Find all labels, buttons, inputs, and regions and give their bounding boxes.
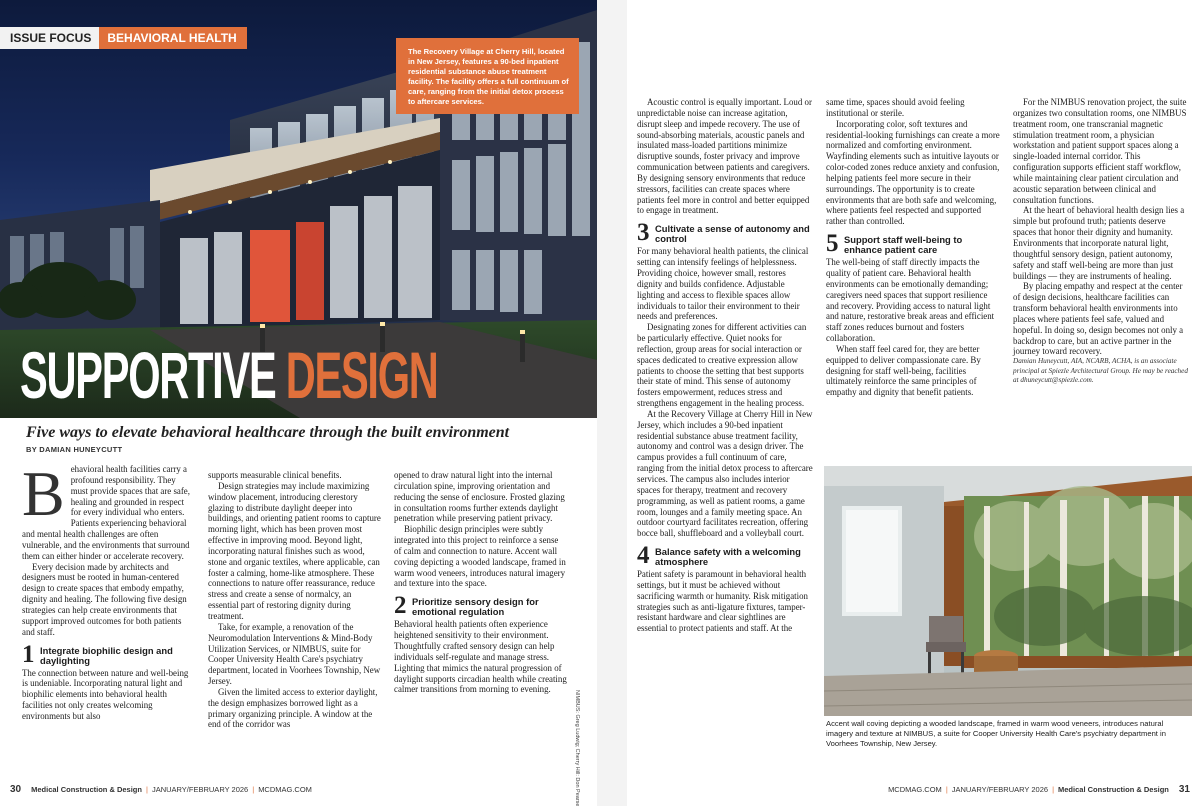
paragraph: The well-being of staff directly impacts the quality of patient care. Behavioral health environments can be emotionally demanding; caregivers need spaces that support resilience and recovery. Providing access to natural light and nature, restorative break areas and efficient staff zones reduces burnout and fosters collaboration. bbox=[826, 257, 995, 344]
paragraph: Given the limited access to exterior daylight, the design emphasizes borrowed light as a primary organizing principle. A window at the end of the corridor was bbox=[208, 686, 378, 730]
publication-name: Medical Construction & Design bbox=[1058, 785, 1169, 794]
footer-left: 30 Medical Construction & Design | JANUARY/FEBRUARY 2026 | MCDMAG.COM bbox=[10, 784, 312, 795]
drop-cap: B bbox=[22, 458, 65, 529]
issue-focus-tag bbox=[0, 27, 247, 49]
author-bio: Damian Huneycutt, AIA, NCARB, ACHA, is an associate principal at Spiezle Architectural Group. He may be reached at dhuneycutt@spiezle.com. bbox=[1013, 357, 1188, 385]
paragraph: At the Recovery Village at Cherry Hill in New Jersey, which includes a 90-bed inpatient residential substance abuse treatment facility, autonomy and control was a design driver. The campus provides a full continuum of care, ranging from the initial detox process to aftercare services. The campus also includes interior spaces for therapy, treatment and recovery programming, as well as patient rooms, a game room, lounges and a family meeting space. An outdoor courtyard facilitates recreation, offering bocce ball, shuffleboard and a volleyball court. bbox=[637, 408, 813, 539]
issue-date: JANUARY/FEBRUARY 2026 bbox=[951, 785, 1049, 794]
section-title: Cultivate a sense of autonomy and control bbox=[655, 223, 810, 245]
paragraph: Design strategies may include maximizing window placement, introducing clerestory glazing to distribute daylight deeper into buildings, and orienting patient rooms to capture morning light, which has been proven most effective in improving mood. Beyond light, incorporating natural finishes such as wood, stone and organic textiles, where applicable, can foster a calming, home-like atmosphere. These connections to nature offer reassurance, reduce stress and create a sense of normalcy, an essential part of restoring dignity during treatment. bbox=[208, 480, 381, 621]
photo-credit bbox=[570, 690, 580, 806]
paragraph: For the NIMBUS renovation project, the suite organizes two consultation rooms, one NIMBUS treatment room, one transcranial magnetic stimulation treatment room, a physician workstation and patient support spaces along a single-loaded internal corridor. This configuration supports efficient staff workflow, while maintaining clear patient circulation and acoustic separation between clinical and consultation functions. bbox=[1013, 97, 1187, 205]
article-subhead: Five ways to elevate behavioral healthcare through the built environment bbox=[26, 424, 510, 441]
footer-right: MCDMAG.COM | JANUARY/FEBRUARY 2026 | Medical Construction & Design 31 bbox=[888, 784, 1190, 795]
paragraph: same time, spaces should avoid feeling institutional or sterile. bbox=[826, 97, 965, 118]
paragraph: Behavioral health patients often experience heightened sensitivity to their environment. Thoughtfully crafted sensory design can help individuals self-regulate and manage stress. Lighting that mimics the natural progression of daylight supports circadian health while creating calmer transitions from morning to evening. bbox=[394, 619, 567, 695]
paragraph: Patient safety is paramount in behavioral health settings, but it must be achieved without sacrificing warmth or humanity. Risk mitigation strategies such as anti-ligature fixtures, tamper-resistant hardware and clear sightlines are essential to protect patients and staff. At the bbox=[637, 569, 808, 634]
paragraph: Take, for example, a renovation of the Neuromodulation Interventions & Mind-Body Utilization Services, or NIMBUS, suite for Cooper University Health Care's psychiatry department, located in Voorhees Township, New Jersey. bbox=[208, 621, 381, 687]
section-heading-5 bbox=[826, 230, 1000, 258]
section-number: 4 bbox=[637, 542, 650, 570]
page-number: 31 bbox=[1178, 784, 1190, 795]
paragraph: Every decision made by architects and designers must be rooted in human-centered design to create spaces that embody empathy, dignity and healing. The following five design strategies can help create environments that support improved outcomes for both patients and staff. bbox=[22, 561, 187, 637]
title-word-2: DESIGN bbox=[285, 338, 438, 412]
article-column-3 bbox=[394, 470, 567, 695]
paragraph: The connection between nature and well-being is undeniable. Incorporating natural light and biophilic elements into behavioral health facilities not only creates welcoming environments but also bbox=[22, 667, 189, 721]
article-column-2 bbox=[208, 470, 381, 730]
website: MCDMAG.COM bbox=[258, 785, 312, 794]
page-number: 30 bbox=[10, 784, 22, 795]
paragraph: By placing empathy and respect at the center of design decisions, healthcare facilities can transform behavioral health environments into places where patients feel safe, valued and hopeful. In doing so, design becomes not only a backdrop to care, but an active partner in the journey toward recovery. bbox=[1013, 281, 1184, 357]
issue-topic-label: BEHAVIORAL HEALTH bbox=[99, 27, 246, 49]
page-title bbox=[20, 336, 438, 414]
photo-credit-text: NIMBUS: Greg Ludwig; Cherry Hill: Don Pearse bbox=[574, 690, 580, 806]
article-column-6 bbox=[1013, 97, 1189, 386]
publication-name: Medical Construction & Design bbox=[31, 785, 142, 794]
hero-callout bbox=[396, 38, 579, 114]
section-number: 1 bbox=[22, 640, 35, 668]
paragraph: At the heart of behavioral health design lies a simple but profound truth; patients deserve spaces that honor their dignity and humanity. Environments that incorporate natural light, thoughtful sensory design, patient autonomy, safety and staff well-being are more than just buildings — they are instruments of healing. bbox=[1013, 205, 1185, 281]
interior-illustration bbox=[824, 466, 1192, 716]
page-gutter bbox=[597, 0, 627, 806]
section-number: 5 bbox=[826, 230, 839, 258]
hero-photo-cherry-hill bbox=[0, 0, 597, 418]
section-heading-4 bbox=[637, 542, 813, 570]
paragraph: opened to draw natural light into the internal circulation spine, improving orientation and reducing the sense of enclosure. Frosted glazing in consultation rooms further extends daylight penetration while preserving patient privacy. bbox=[394, 470, 565, 524]
section-heading-1 bbox=[22, 640, 193, 668]
article-column-4 bbox=[637, 97, 813, 634]
paragraph: When staff feel cared for, they are better equipped to deliver compassionate care. By designing for staff well-being, facilities ultimately reinforce the same principles of empathy and dignity that benefit patients. bbox=[826, 343, 981, 398]
hero-caption-text: The Recovery Village at Cherry Hill, located in New Jersey, features a 90-bed inpatient residential substance abuse treatment facility. The facility offers a full continuum of care, ranging from the initial detox process to aftercare services. bbox=[408, 47, 569, 106]
issue-focus-label: ISSUE FOCUS bbox=[0, 27, 99, 49]
paragraph: Incorporating color, soft textures and residential-looking furnishings can create a more normalized and comforting environment. Wayfinding elements such as intuitive layouts or color-coded zones reduce anxiety and confusion, helping patients feel more secure in their surroundings. The opportunity is to create environments that are both safe and welcoming, where patients feel respected and supported rather than controlled. bbox=[826, 118, 1000, 227]
photo-caption: Accent wall coving depicting a wooded landscape, framed in warm wood veneers, introduces natural imagery and texture at NIMBUS, a suite for Cooper University Health Care's psychiatry department in Voorhees Township, New Jersey. bbox=[826, 719, 1166, 748]
paragraph: Biophilic design principles were subtly integrated into this project to reinforce a sense of calm and connection to nature. Accent wall coving depicting a wooded landscape, framed in warm wood veneers, introduces natural imagery and texture into the space. bbox=[394, 524, 566, 589]
article-byline: BY DAMIAN HUNEYCUTT bbox=[26, 445, 123, 454]
paragraph: Acoustic control is equally important. Loud or unpredictable noise can increase agitation, disrupt sleep and impede recovery. The use of sound-absorbing materials, acoustic panels and insulated mass-loaded partitions minimize disruptive sounds, foster privacy and improve communication between patients and caregivers. By designing sensory environments that reduce stressors, facilities can create spaces where patients feel more in control and better equipped to engage in treatment. bbox=[637, 97, 812, 216]
article-column-1 bbox=[22, 458, 193, 722]
section-title: Prioritize sensory design for emotional regulation bbox=[412, 596, 539, 618]
paragraph: For many behavioral health patients, the clinical setting can intensify feelings of helplessness. Providing choice, however small, restores dignity and builds confidence. Adjustable lighting and access to flexible spaces allow individuals to tailor their environment to their needs and preferences. bbox=[637, 246, 809, 322]
section-title: Integrate biophilic design and daylighting bbox=[40, 644, 173, 666]
section-number: 3 bbox=[637, 219, 650, 247]
section-number: 2 bbox=[394, 592, 407, 620]
paragraph: Designating zones for different activities can be particularly effective. Quiet nooks for reflection, group areas for social interaction or spaces dedicated to creative expression allow patients to choose the setting that best supports their state of mind. This sense of autonomy fosters empowerment, reduces stress and strengthens engagement in the healing process. bbox=[637, 322, 807, 409]
issue-date: JANUARY/FEBRUARY 2026 bbox=[151, 785, 249, 794]
paragraph: ehavioral health facilities carry a profound responsibility. They must provide spaces that are safe, healing and grounded in respect for every individual who enters. Patients experiencing behavioral and mental health challenges are often vulnerable, and the environments that surround them can either hinder or accelerate recovery. bbox=[22, 464, 190, 561]
section-title: Balance safety with a welcoming atmosphere bbox=[655, 546, 801, 568]
section-heading-2 bbox=[394, 592, 567, 620]
section-heading-3 bbox=[637, 219, 813, 247]
nimbus-interior-photo bbox=[824, 466, 1192, 716]
article-column-5 bbox=[826, 97, 1000, 398]
website: MCDMAG.COM bbox=[888, 785, 942, 794]
paragraph: supports measurable clinical benefits. bbox=[208, 470, 342, 480]
title-word-1: SUPPORTIVE bbox=[20, 338, 276, 412]
section-title: Support staff well-being to enhance patient care bbox=[844, 234, 963, 256]
